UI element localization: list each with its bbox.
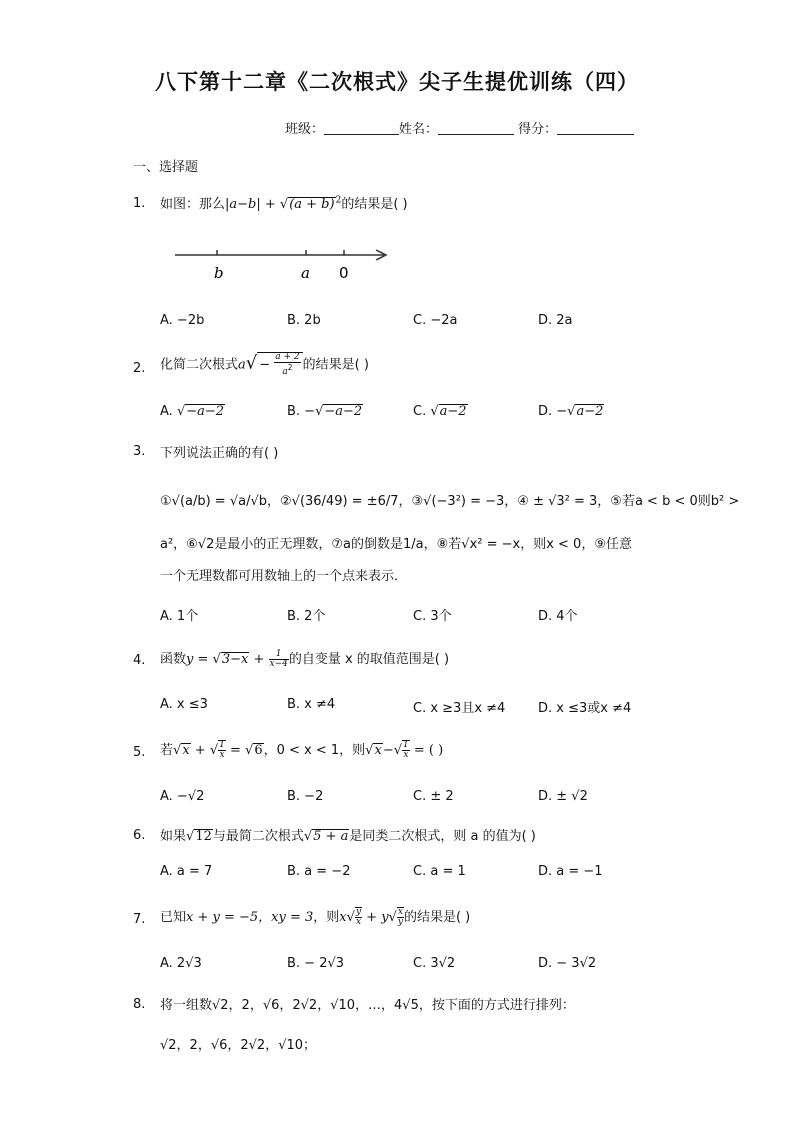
option-d[interactable]: D. ± √2 — [538, 789, 588, 804]
option-b[interactable]: B. −2 — [287, 789, 324, 804]
question-text: 将一组数√2，2，√6，2√2，√10，…，4√5，按下面的方式进行排列： — [160, 998, 575, 1013]
question-text: 下列说法正确的有( ) — [160, 446, 279, 461]
option-d[interactable]: D. 2a — [538, 313, 573, 328]
option-a[interactable]: A. −√2 — [160, 789, 205, 804]
label-b: b — [214, 264, 224, 282]
option-c[interactable]: C. 3个 — [413, 609, 452, 624]
question-number: 5. — [133, 745, 146, 760]
option-c[interactable]: C. ± 2 — [413, 789, 454, 804]
name-blank[interactable] — [438, 122, 514, 135]
question-number: 8. — [133, 997, 146, 1012]
option-b[interactable]: B. a = −2 — [287, 864, 351, 879]
question-text: 函数y = √3−x + $\frac{1}{x-4}$ 的自变量 x 的取值范围是( ) — [160, 649, 450, 669]
option-c[interactable]: C. √a−2 — [413, 404, 467, 419]
question-number: 2. — [133, 361, 146, 376]
option-c[interactable]: C. x ≥3且x ≠4 — [413, 701, 506, 716]
question-number: 6. — [133, 828, 146, 843]
option-a[interactable]: A. a = 7 — [160, 864, 213, 879]
option-a[interactable]: A. 1个 — [160, 609, 199, 624]
question-number: 1. — [133, 196, 146, 211]
option-c[interactable]: C. −2a — [413, 313, 458, 328]
score-blank[interactable] — [557, 122, 634, 135]
option-b[interactable]: B. 2b — [287, 313, 321, 328]
option-b[interactable]: B. x ≠4 — [287, 697, 336, 712]
option-d[interactable]: D. − 3√2 — [538, 956, 597, 971]
option-d[interactable]: D. x ≤3或x ≠4 — [538, 701, 632, 716]
option-a[interactable]: A. x ≤3 — [160, 697, 208, 712]
question-text: 如图：那么$|a-b| + √(a + b)^2$的结果是( ) — [160, 195, 408, 212]
option-c[interactable]: C. a = 1 — [413, 864, 466, 879]
label-a: a — [301, 264, 310, 282]
option-b[interactable]: B. 2个 — [287, 609, 326, 624]
option-a[interactable]: A. 2√3 — [160, 956, 202, 971]
class-blank[interactable] — [324, 122, 399, 135]
option-d[interactable]: D. a = −1 — [538, 864, 603, 879]
page-title: 八下第十二章《二次根式》尖子生提优训练（四） — [155, 70, 639, 94]
name-label: 姓名： — [399, 122, 439, 137]
student-info — [285, 118, 634, 137]
section-heading: 一、选择题 — [133, 160, 199, 175]
sequence-row: √2，2，√6，2√2，√10； — [160, 1038, 317, 1053]
option-c[interactable]: C. 3√2 — [413, 956, 456, 971]
option-a[interactable]: A. −2b — [160, 313, 205, 328]
question-text: 已知x + y = −5，xy = 3，则x√ $\frac{y}{x}$ + y√ $\frac{x}{y}$ 的结果是( ) — [160, 907, 471, 927]
question-text: 化简二次根式a√ − $\frac{a + 2}{a^2}$ 的结果是( ) — [160, 352, 369, 377]
question-number: 7. — [133, 912, 146, 927]
statement-line: ①√(a/b) = √a/√b，②√(36/49) = ±6/7，③√(−3²) = −3，④ ± √3² = 3，⑤若a < b < 0则b² > — [160, 494, 740, 509]
question-text: 如果√12与最简二次根式√5 + a是同类二次根式，则 a 的值为( ) — [160, 829, 536, 844]
option-d[interactable]: D. 4个 — [538, 609, 578, 624]
statement-line: a²，⑥√2是最小的正无理数，⑦a的倒数是1/a，⑧若√x² = −x，则x < 0，⑨任意 — [160, 537, 632, 552]
class-label: 班级： — [285, 122, 325, 137]
question-text: 若√x + √ $\frac{1}{x}$ = √6，0 < x < 1，则√x−√ $\frac{1}{x}$ = ( ) — [160, 740, 444, 760]
label-zero: 0 — [339, 264, 349, 282]
question-number: 4. — [133, 653, 146, 668]
option-d[interactable]: D. −√a−2 — [538, 404, 604, 419]
statement-line: 一个无理数都可用数轴上的一个点来表示． — [160, 569, 408, 584]
score-label: 得分： — [518, 122, 558, 137]
question-number: 3. — [133, 444, 146, 459]
option-a[interactable]: A. √−a−2 — [160, 404, 225, 419]
number-line — [170, 240, 400, 290]
option-b[interactable]: B. −√−a−2 — [287, 404, 363, 419]
option-b[interactable]: B. − 2√3 — [287, 956, 345, 971]
